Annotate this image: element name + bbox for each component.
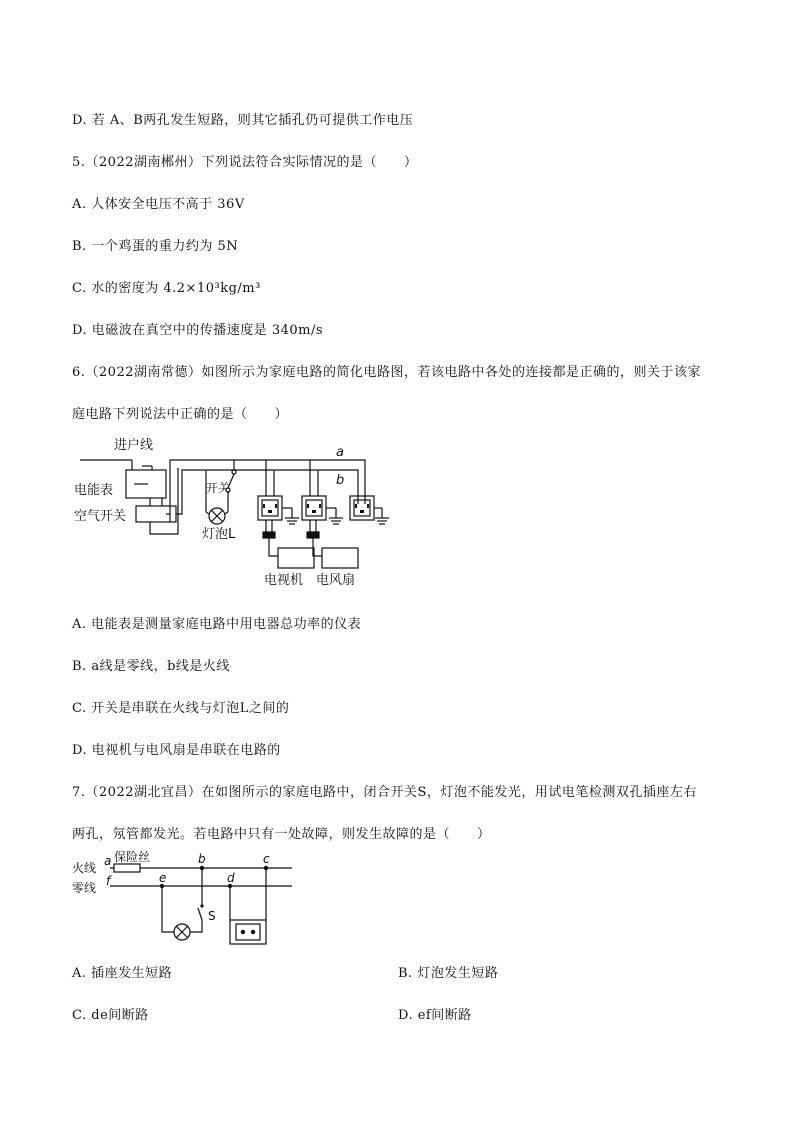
label-bulb: 灯泡L — [202, 527, 236, 542]
label-fan: 电风扇 — [316, 573, 356, 588]
label-meter: 电能表 — [74, 483, 114, 498]
label-switch-s: S — [208, 909, 216, 923]
label-wire-a: a — [336, 445, 344, 460]
label-live-wire: 火线 — [72, 861, 97, 875]
q6-stem-line1: 6.（2022湖南常德）如图所示为家庭电路的简化电路图，若该电路中各处的连接都是正确的，则关于该家 — [72, 365, 701, 380]
label-tv: 电视机 — [264, 573, 304, 588]
q7-stem-line1: 7.（2022湖北宜昌）在如图所示的家庭电路中，闭合开关S，灯泡不能发光，用试电笔检测双孔插座左右 — [72, 785, 697, 800]
q7-option-b: B. 灯泡发生短路 — [398, 966, 499, 981]
q5-option-b: B. 一个鸡蛋的重力约为 5N — [72, 239, 239, 254]
q6-stem-line2: 庭电路下列说法中正确的是（ ） — [72, 407, 289, 422]
label-wire-b: b — [336, 473, 345, 488]
q5-stem: 5.（2022湖南郴州）下列说法符合实际情况的是（ ） — [72, 155, 418, 170]
q7-option-c: C. de间断路 — [72, 1008, 149, 1023]
q6-option-c: C. 开关是串联在火线与灯泡L之间的 — [72, 701, 290, 716]
label-point-c: c — [263, 852, 270, 866]
label-point-e: e — [159, 871, 167, 885]
label-neutral-wire: 零线 — [72, 881, 97, 895]
q6-circuit-diagram — [70, 432, 400, 594]
q6-option-a: A. 电能表是测量家庭电路中用电器总功率的仪表 — [72, 617, 362, 632]
label-air-switch: 空气开关 — [74, 509, 127, 524]
q7-option-a: A. 插座发生短路 — [72, 966, 173, 981]
q7-circuit-diagram — [70, 850, 300, 948]
label-point-b: b — [198, 852, 206, 866]
q6-option-d: D. 电视机与电风扇是串联在电路的 — [72, 743, 281, 758]
label-switch: 开关 — [206, 481, 231, 495]
q6-option-b: B. a线是零线，b线是火线 — [72, 659, 230, 674]
label-point-d: d — [227, 871, 235, 885]
q7-option-d: D. ef间断路 — [398, 1008, 472, 1023]
q5-option-c: C. 水的密度为 4.2×10³kg/m³ — [72, 281, 261, 296]
label-fuse: 保险丝 — [114, 850, 151, 864]
label-point-f: f — [106, 874, 111, 888]
q4-option-d: D. 若 A、B两孔发生短路，则其它插孔仍可提供工作电压 — [72, 113, 414, 128]
q7-stem-line2: 两孔，氖管都发光。若电路中只有一处故障，则发生故障的是（ ） — [72, 827, 491, 842]
q5-option-d: D. 电磁波在真空中的传播速度是 340m/s — [72, 323, 324, 338]
label-incoming-line: 进户线 — [114, 438, 154, 453]
label-point-a: a — [104, 854, 112, 868]
q5-option-a: A. 人体安全电压不高于 36V — [72, 197, 245, 212]
